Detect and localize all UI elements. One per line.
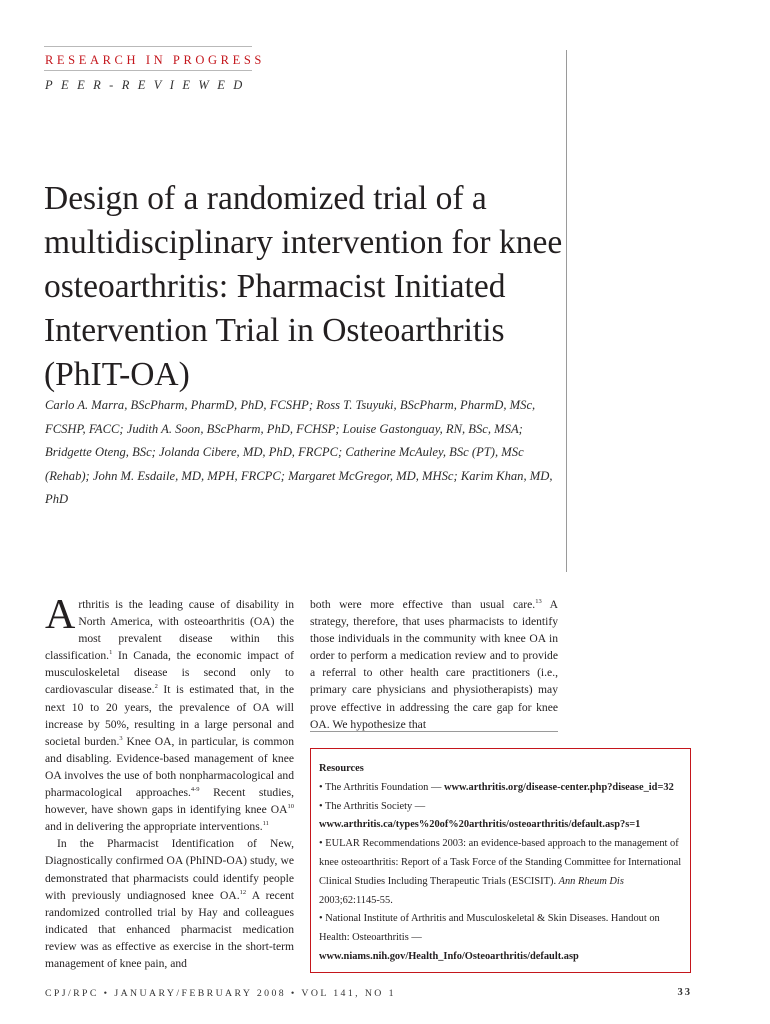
body-column-left: [45, 592, 294, 972]
citation-ref: 10: [287, 803, 294, 811]
header-rule-middle: [44, 70, 252, 71]
resources-box: [310, 748, 691, 973]
resource-item: • The Arthritis Foundation — www.arthritis.org/disease-center.php?disease_id=32: [319, 781, 674, 793]
paragraph-phind: In the Pharmacist Identification of New, Diagnostically confirmed OA (PhIND-OA) study, we demonstrated that pharmacists could identify people with previously undiagnosed knee OA.$^{12}$ A recent randomized controlled trial by Hay and colleagues indicated that enhanced pharmacist medication review was as effective as exercise in the short-term management of knee pain, and: [45, 837, 294, 970]
peer-reviewed-label: PEER-REVIEWED: [45, 78, 251, 92]
resource-item: • The Arthritis Society — www.arthritis.ca/types%20of%20arthritis/osteoarthritis/default.asp?s=1: [319, 800, 641, 831]
header-rule-top: [44, 46, 252, 47]
journal-name: Ann Rheum Dis: [558, 875, 624, 887]
citation-ref: 3: [119, 734, 123, 742]
resource-link[interactable]: www.arthritis.org/disease-center.php?disease_id=32: [443, 781, 674, 793]
citation-ref: 4-9: [190, 786, 200, 794]
column-divider: [566, 50, 567, 572]
author-list: Carlo A. Marra, BScPharm, PharmD, PhD, FCSHP; Ross T. Tsuyuki, BScPharm, PharmD, MSc, FCSHP, FACC; Judith A. Soon, BScPharm, PhD, FCHSP; Louise Gastonguay, RN, BSc, MSA; Bridgette Oteng, BSc; Jolanda Cibere, MD, PhD, FRCPC; Catherine McAuley, BSc (PT), MSc (Rehab); John M. Esdaile, MD, MPH, FRCPC; Margaret McGregor, MD, MHSc; Karim Khan, MD, PhD: [45, 398, 553, 506]
body-column-right: [310, 596, 558, 733]
page-number: 33: [677, 987, 692, 998]
citation-ref: 13: [535, 598, 542, 605]
citation-ref: 2: [154, 683, 158, 691]
section-label: RESEARCH IN PROGRESS: [45, 53, 265, 67]
column-end-rule: [310, 731, 558, 732]
paragraph-continued: both were more effective than usual care.$^{13}$ A strategy, therefore, that uses pharmacists to identify those individuals in the community with knee OA in order to perform a medication review and to provide a referral to other health care practitioners (i.e., primary care physicians and physiotherapists) may prove effective in addressing the care gap for knee OA. We hypothesize that: [310, 598, 558, 731]
resource-item: • EULAR Recommendations 2003: an evidence-based approach to the management of knee osteoarthritis: Report of a Task Force of the Standing Committee for International Clinical Studies Including Therapeutic Trials (ESCISIT). Ann Rheum Dis 2003;62:1145-55.: [319, 838, 682, 906]
resource-link[interactable]: www.niams.nih.gov/Health_Info/Osteoarthritis/default.asp: [319, 950, 579, 962]
paragraph-intro: Arthritis is the leading cause of disability in North America, with osteoarthritis (OA) the most prevalent disease within this classification.$^1$ In Canada, the economic impact of musculoskeletal disease is second only to cardiovascular disease.$^2$ It is estimated that, in the next 10 to 20 years, the prevalence of OA will increase by 50%, resulting in a large personal and societal burden.$^3$ Knee OA, in particular, is common and disabling. Evidence-based management of knee OA involves the use of both nonpharmacological and pharmacological approaches.$^{4-9}$ Recent studies, however, have shown gaps in identifying knee OA$^{10}$ and in delivering the appropriate interventions.$^{11}$: [45, 592, 294, 834]
article-title: Design of a randomized trial of a multidisciplinary intervention for knee osteoarthritis: Pharmacist Initiated Intervention Trial in Osteoarthritis (PhIT-OA): [44, 180, 563, 393]
citation-ref: 1: [109, 649, 113, 657]
resource-item: • National Institute of Arthritis and Musculoskeletal & Skin Diseases. Handout on Health: Osteoarthritis — www.niams.nih.gov/Health_Info/Osteoarthritis/default.asp: [319, 913, 660, 962]
citation-ref: 11: [262, 820, 269, 828]
resources-title: Resources: [319, 763, 364, 774]
resource-link[interactable]: www.arthritis.ca/types%20of%20arthritis/osteoarthritis/default.asp?s=1: [319, 819, 641, 831]
citation-ref: 12: [239, 888, 247, 896]
drop-cap: A: [45, 592, 76, 638]
journal-footer: CPJ/RPC • JANUARY/FEBRUARY 2008 • VOL 141, NO 1: [45, 988, 396, 999]
